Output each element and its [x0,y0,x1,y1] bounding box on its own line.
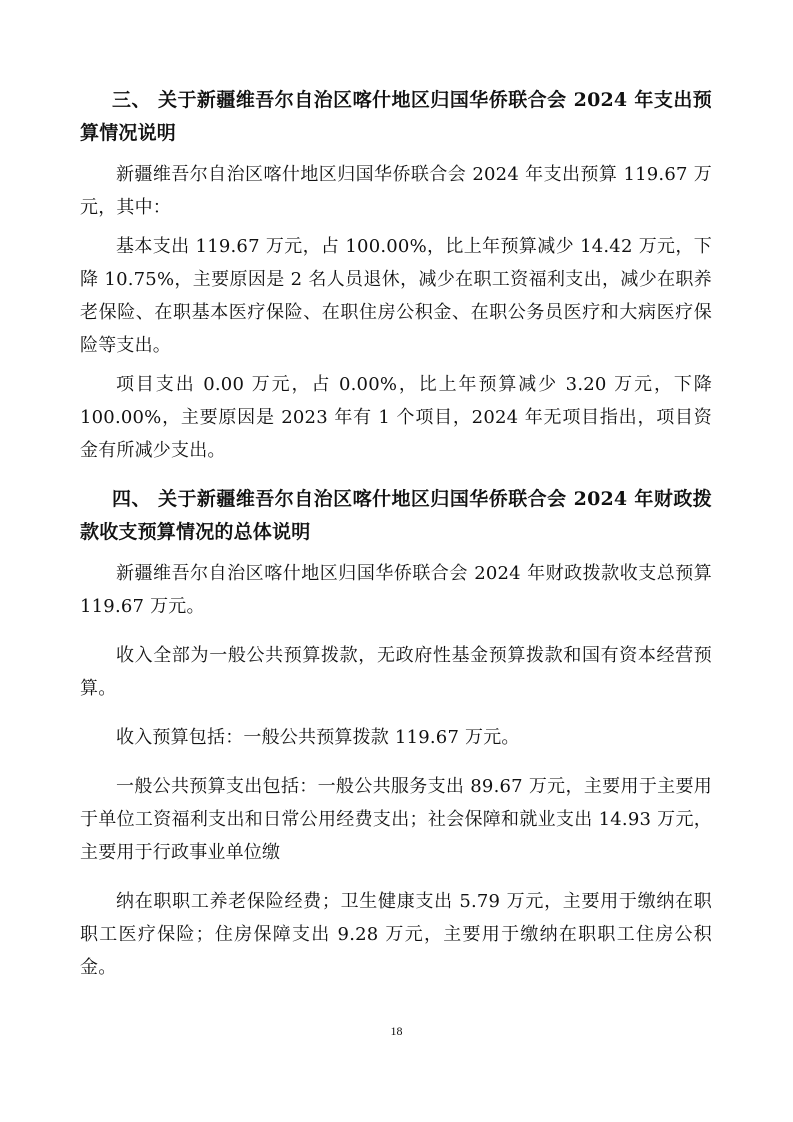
section-heading-expenditure-budget: 三、 关于新疆维吾尔自治区喀什地区归国华侨联合会 2024 年支出预算情况说明 [80,89,712,144]
paragraph-income-source: 收入全部为一般公共预算拨款，无政府性基金预算拨款和国有资本经营预算。 [80,645,712,699]
paragraph-basic-expenditure: 基本支出 119.67 万元，占 100.00%，比上年预算减少 14.42 万元，下降 10.75%，主要原因是 2 名人员退休，减少在职工资福利支出，减少在职养老保险、在职基本医疗保险、在职住房公积金、在职公务员医疗和大病医疗保险等支出。 [80,236,712,356]
paragraph-public-expenditure: 一般公共预算支出包括：一般公共服务支出 89.67 万元，主要用于主要用于单位工资福利支出和日常公用经费支出；社会保障和就业支出 14.93 万元，主要用于行政事业单位缴 [80,776,712,863]
section-heading-fiscal-appropriation: 四、 关于新疆维吾尔自治区喀什地区归国华侨联合会 2024 年财政拨款收支预算情况的总体说明 [80,488,712,543]
page-number: 18 [390,1024,403,1038]
paragraph-total-expenditure: 新疆维吾尔自治区喀什地区归国华侨联合会 2024 年支出预算 119.67 万元，其中： [80,164,712,218]
paragraph-public-expenditure-continued: 纳在职职工养老保险经费；卫生健康支出 5.79 万元，主要用于缴纳在职职工医疗保险；住房保障支出 9.28 万元，主要用于缴纳在职职工住房公积金。 [80,891,712,978]
paragraph-project-expenditure: 项目支出 0.00 万元，占 0.00%，比上年预算减少 3.20 万元，下降 100.00%，主要原因是 2023 年有 1 个项目，2024 年无项目指出，项目资金有所减少支出。 [80,374,712,461]
paragraph-income-budget: 收入预算包括：一般公共预算拨款 119.67 万元。 [116,727,520,748]
paragraph-fiscal-total: 新疆维吾尔自治区喀什地区归国华侨联合会 2024 年财政拨款收支总预算 119.67 万元。 [80,563,712,617]
page-content [80,84,712,990]
